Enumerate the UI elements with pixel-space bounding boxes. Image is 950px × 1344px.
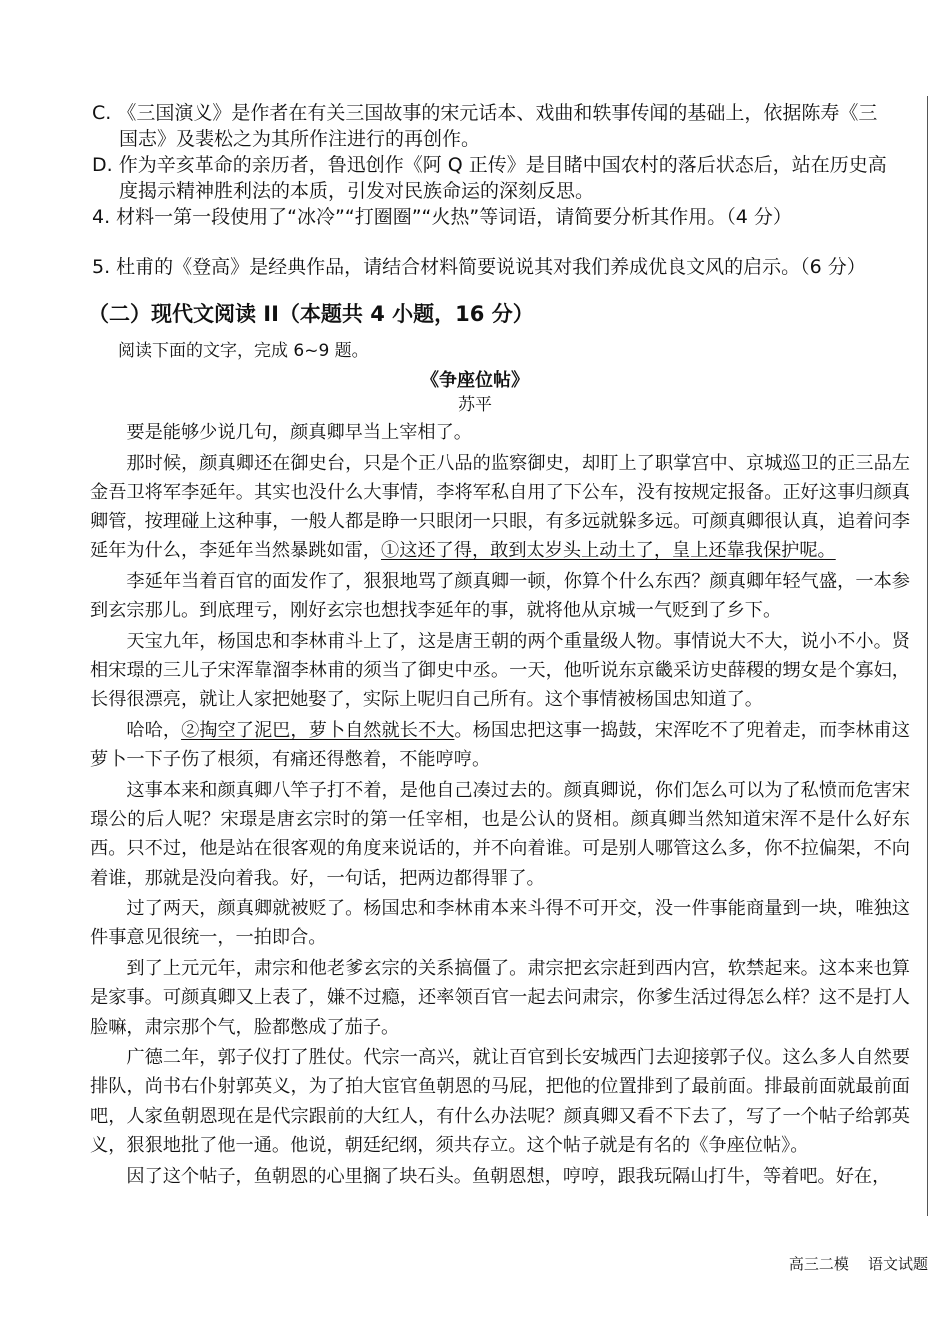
underlined-sentence-2: ②掏空了泥巴，萝卜自然就长不大	[181, 720, 455, 742]
section-instruction: 阅读下面的文字，完成 6~9 题。	[118, 341, 369, 361]
question-5: 5. 杜甫的《登高》是经典作品，请结合材料简要说说其对我们养成优良文风的启示。（6 分）	[92, 256, 866, 278]
underlined-sentence-1: ①这还了得，敢到太岁头上动土了，皇上还靠我保护呢。	[381, 540, 836, 562]
paragraph-2	[90, 449, 910, 566]
article-body	[90, 418, 910, 1192]
paragraph-1: 要是能够少说几句，颜真卿早当上宰相了。	[126, 422, 472, 443]
paragraph-8: 到了上元元年，肃宗和他老爹玄宗的关系搞僵了。肃宗把玄宗赶到西内宫，软禁起来。这本来也算是家事。可颜真卿又上表了，嫌不过瘾，还率领百官一起去问肃宗，你爹生活过得怎么样？这不是打人脸嘛，肃宗那个气，脸都憋成了茄子。	[90, 958, 910, 1038]
paragraph-5	[90, 716, 910, 774]
paragraph-3: 李延年当着百官的面发作了，狠狠地骂了颜真卿一顿，你算个什么东西？颜真卿年轻气盛，一本参到玄宗那儿。到底理亏，刚好玄宗也想找李延年的事，就将他从京城一气贬到了乡下。	[90, 571, 910, 622]
question-4: 4. 材料一第一段使用了“冰冷”“打圈圈”“火热”等词语，请简要分析其作用。（4 分）	[92, 206, 792, 228]
paragraph-10: 因了这个帖子，鱼朝恩的心里搁了块石头。鱼朝恩想，哼哼，跟我玩隔山打牛，等着吧。好在，	[126, 1165, 891, 1187]
paragraph-4: 天宝九年，杨国忠和李林甫斗上了，这是唐王朝的两个重量级人物。事情说大不大，说小不小。贤相宋璟的三儿子宋浑靠溜李林甫的须当了御史中丞。一天，他听说东京畿采访史薛稷的甥女是个寡妇，长得很漂亮，就让人家把她娶了，实际上呢归自己所有。这个事情被杨国忠知道了。	[90, 630, 910, 711]
page-footer: 高三二模 语文试题	[788, 1255, 928, 1273]
paragraph-7: 过了两天，颜真卿就被贬了。杨国忠和李林甫本来斗得不可开交，没一件事能商量到一块，唯独这件事意见很统一，一拍即合。	[90, 898, 910, 949]
option-c-line1: C. 《三国演义》是作者在有关三国故事的宋元话本、戏曲和轶事传闻的基础上，依据陈寿《三	[92, 102, 878, 124]
article-title: 《争座位帖》	[421, 370, 529, 391]
option-c-line2: 国志》及裴松之为其所作注进行的再创作。	[119, 128, 481, 150]
paragraph-6: 这事本来和颜真卿八竿子打不着，是他自己凑过去的。颜真卿说，你们怎么可以为了私愤而危害宋璟公的后人呢？宋璟是唐玄宗时的第一任宰相，也是公认的贤相。颜真卿当然知道宋浑不是什么好东西。只不过，他是站在很客观的角度来说话的，并不向着谁。可是别人哪管这么多，你不拉偏架，不向着谁，那就是没向着我。好，一句话，把两边都得罪了。	[90, 779, 910, 889]
option-d-line2: 度揭示精神胜利法的本质，引发对民族命运的深刻反思。	[119, 180, 595, 202]
paragraph-5-lead: 哈哈，	[126, 720, 182, 742]
option-d-line1: D. 作为辛亥革命的亲历者，鲁迅创作《阿 Q 正传》是目睹中国农村的落后状态后，站在历史高	[92, 154, 887, 176]
paragraph-9: 广德二年，郭子仪打了胜仗。代宗一高兴，就让百官到长安城西门去迎接郭子仪。这么多人自然要排队，尚书右仆射郭英义，为了拍大宦官鱼朝恩的马屁，把他的位置排到了最前面。排最前面就最前面吧，人家鱼朝恩现在是代宗跟前的大红人，有什么办法呢？颜真卿又看不下去了，写了一个帖子给郭英义，狠狠地批了他一通。他说，朝廷纪纲，须共存立。这个帖子就是有名的《争座位帖》。	[90, 1047, 910, 1156]
paragraph-5-rest: 。杨国忠把这事一捣鼓，宋浑吃不了兜着走，而李林甫这萝卜一下子伤了根须，有痛还得憋着，不能哼哼。	[90, 720, 910, 771]
paragraph-2-text: 那时候，颜真卿还在御史台，只是个正八品的监察御史，却盯上了职掌宫中、京城巡卫的正三品左金吾卫将军李延年。其实也没什么大事情，李将军私自用了下公车，没有按规定报备。正好这事归颜真卿管，按理碰上这种事，一般人都是睁一只眼闭一只眼，有多远就躲多远。可颜真卿很认真，追着问李延年为什么，李延年当然暴跳如雷，	[90, 452, 910, 562]
right-margin-rule	[927, 96, 928, 1216]
section-heading: （二）现代文阅读 II（本题共 4 小题，16 分）	[88, 302, 534, 326]
article-author: 苏平	[458, 395, 492, 415]
